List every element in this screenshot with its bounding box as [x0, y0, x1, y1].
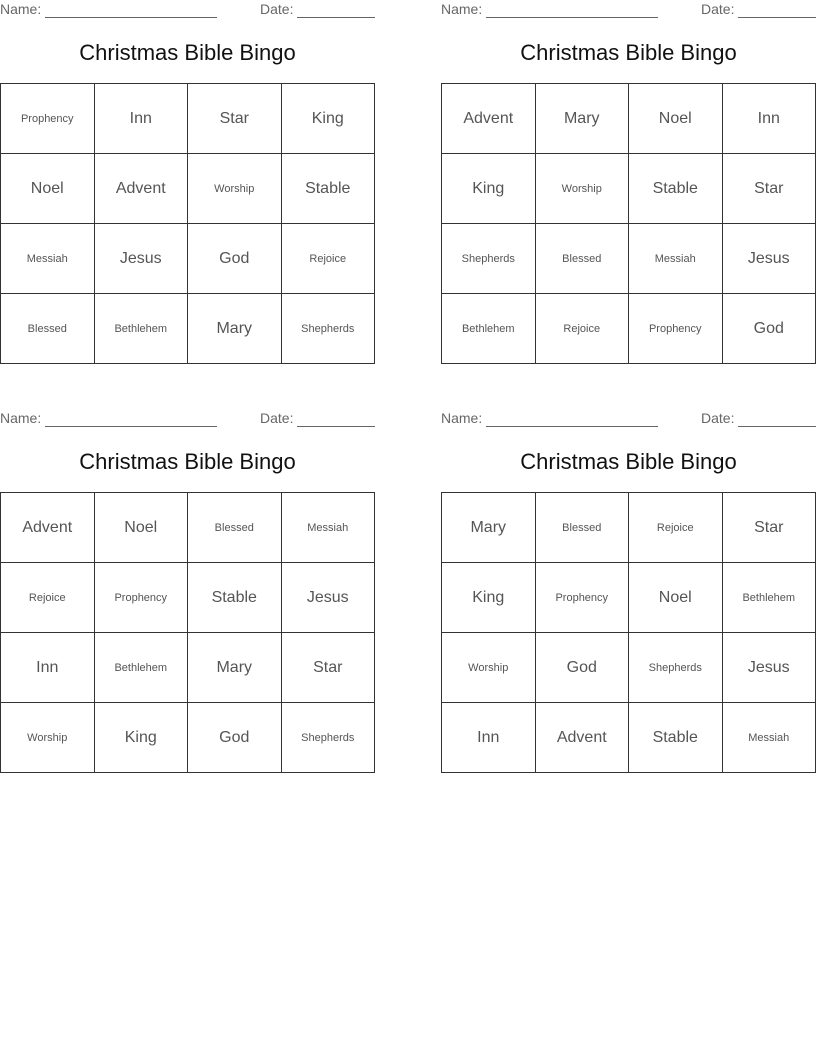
bingo-cell: Messiah	[723, 703, 816, 773]
name-label: Name:	[441, 410, 483, 426]
bingo-grid	[0, 492, 375, 773]
bingo-cell: King	[442, 154, 536, 224]
bingo-cell: Jesus	[723, 633, 816, 703]
bingo-cell: Worship	[442, 633, 536, 703]
bingo-cell: Worship	[188, 154, 282, 224]
bingo-cell: Noel	[1, 154, 95, 224]
date-label: Date:	[701, 410, 735, 426]
bingo-cell: Prophency	[536, 563, 630, 633]
bingo-cell: Inn	[1, 633, 95, 703]
bingo-card	[441, 0, 816, 364]
bingo-cell: Shepherds	[282, 703, 376, 773]
bingo-cell: King	[442, 563, 536, 633]
bingo-cell: Prophency	[629, 294, 723, 364]
card-title: Christmas Bible Bingo	[520, 449, 737, 474]
bingo-cell: Bethlehem	[95, 294, 189, 364]
bingo-cell: Blessed	[536, 493, 630, 563]
bingo-cell: Noel	[629, 563, 723, 633]
card-header	[0, 410, 375, 430]
bingo-cell: Rejoice	[1, 563, 95, 633]
bingo-cell: King	[282, 84, 376, 154]
name-blank-line	[486, 17, 658, 18]
name-blank-line	[486, 426, 658, 427]
bingo-cell: God	[188, 703, 282, 773]
bingo-cell: Bethlehem	[95, 633, 189, 703]
bingo-grid	[441, 492, 816, 773]
bingo-grid	[0, 83, 375, 364]
bingo-cell: Messiah	[1, 224, 95, 294]
bingo-cell: Bethlehem	[442, 294, 536, 364]
date-blank-line	[297, 17, 375, 18]
name-blank-line	[45, 426, 217, 427]
bingo-cell: God	[188, 224, 282, 294]
bingo-cell: Noel	[629, 84, 723, 154]
bingo-cell: Jesus	[282, 563, 376, 633]
card-title: Christmas Bible Bingo	[79, 449, 296, 474]
bingo-cell: Prophency	[1, 84, 95, 154]
bingo-cell: Star	[282, 633, 376, 703]
card-header	[441, 1, 816, 21]
bingo-cell: Shepherds	[282, 294, 376, 364]
name-label: Name:	[0, 410, 42, 426]
bingo-cell: Star	[188, 84, 282, 154]
bingo-cell: Rejoice	[282, 224, 376, 294]
bingo-cell: Mary	[188, 294, 282, 364]
date-blank-line	[738, 426, 816, 427]
date-label: Date:	[260, 410, 294, 426]
bingo-cell: Stable	[282, 154, 376, 224]
bingo-grid	[441, 83, 816, 364]
bingo-cell: Rejoice	[629, 493, 723, 563]
bingo-cell: Advent	[442, 84, 536, 154]
bingo-cell: Stable	[629, 703, 723, 773]
bingo-cell: Mary	[188, 633, 282, 703]
bingo-cell: God	[723, 294, 816, 364]
bingo-cell: Star	[723, 493, 816, 563]
bingo-card	[441, 409, 816, 773]
bingo-cell: Stable	[629, 154, 723, 224]
bingo-cell: Rejoice	[536, 294, 630, 364]
date-label: Date:	[701, 1, 735, 17]
card-header	[441, 410, 816, 430]
bingo-cell: Advent	[1, 493, 95, 563]
bingo-cell: Worship	[536, 154, 630, 224]
card-header	[0, 1, 375, 21]
bingo-cell: Messiah	[629, 224, 723, 294]
bingo-cell: Messiah	[282, 493, 376, 563]
bingo-cell: Mary	[536, 84, 630, 154]
bingo-cell: Inn	[442, 703, 536, 773]
date-blank-line	[738, 17, 816, 18]
bingo-cell: Blessed	[188, 493, 282, 563]
card-title: Christmas Bible Bingo	[79, 40, 296, 65]
bingo-cell: God	[536, 633, 630, 703]
bingo-cell: Bethlehem	[723, 563, 816, 633]
bingo-cell: Inn	[723, 84, 816, 154]
bingo-cell: Mary	[442, 493, 536, 563]
bingo-cell: Shepherds	[629, 633, 723, 703]
bingo-cell: Blessed	[536, 224, 630, 294]
name-label: Name:	[441, 1, 483, 17]
bingo-card	[0, 409, 375, 773]
bingo-cell: Advent	[536, 703, 630, 773]
name-blank-line	[45, 17, 217, 18]
bingo-cell: Noel	[95, 493, 189, 563]
bingo-cell: Advent	[95, 154, 189, 224]
date-blank-line	[297, 426, 375, 427]
bingo-cell: Jesus	[95, 224, 189, 294]
bingo-cell: King	[95, 703, 189, 773]
name-label: Name:	[0, 1, 42, 17]
bingo-cell: Star	[723, 154, 816, 224]
bingo-cell: Stable	[188, 563, 282, 633]
bingo-cell: Worship	[1, 703, 95, 773]
bingo-card	[0, 0, 375, 364]
date-label: Date:	[260, 1, 294, 17]
card-title: Christmas Bible Bingo	[520, 40, 737, 65]
bingo-cell: Jesus	[723, 224, 816, 294]
bingo-cell: Blessed	[1, 294, 95, 364]
bingo-cell: Inn	[95, 84, 189, 154]
bingo-cell: Prophency	[95, 563, 189, 633]
bingo-cell: Shepherds	[442, 224, 536, 294]
